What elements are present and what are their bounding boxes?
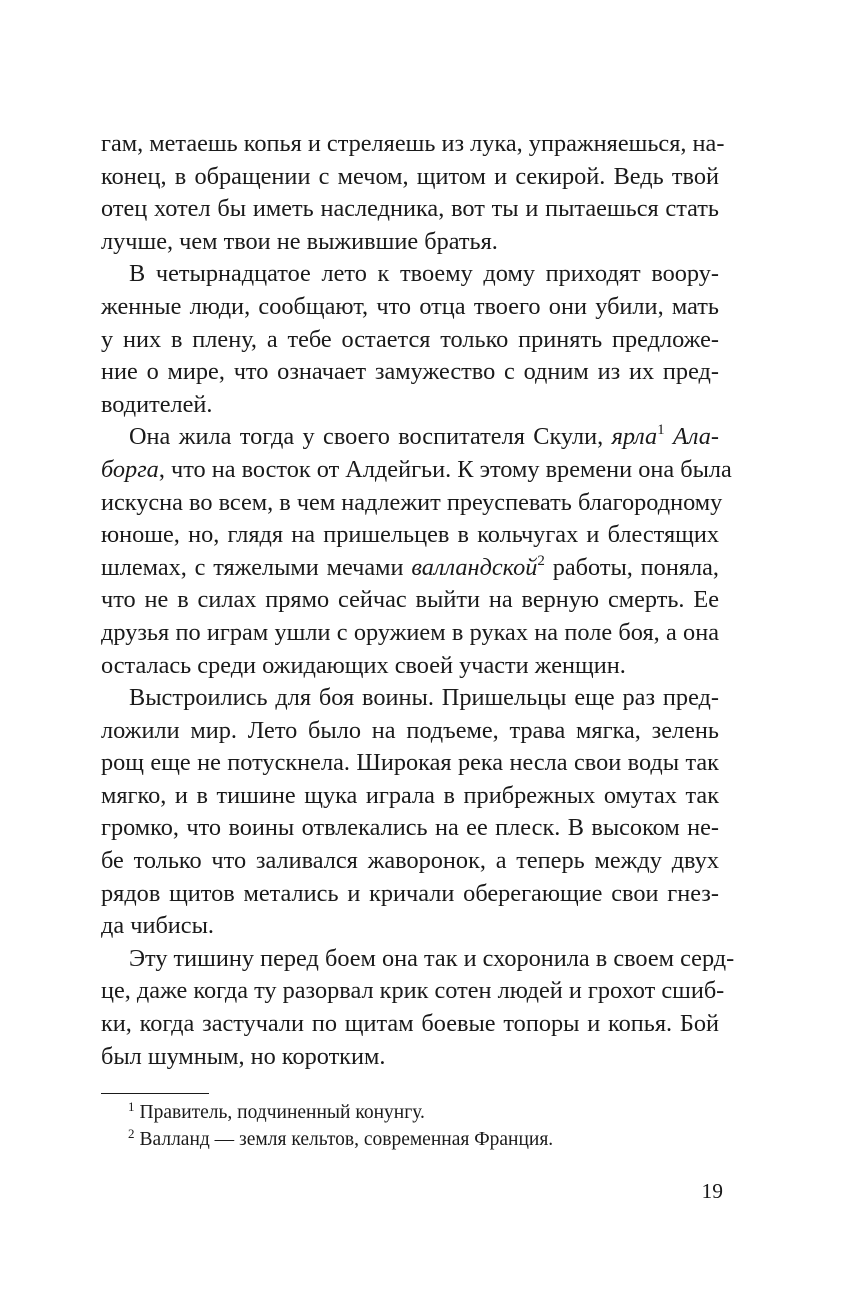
page-number: 19 [701,1179,723,1203]
italic-term: валландской [411,553,538,581]
text-line: женные люди, сообщают, что отца твоего они убили, мать [101,292,719,320]
text-line: рядов щитов метались и кричали оберегающие свои гнез- [101,879,719,907]
text-line: отец хотел бы иметь наследника, вот ты и пытаешься стать [101,195,719,223]
footnote-mark: 1 [128,1098,135,1114]
text-line: водителей. [101,390,213,418]
text-line [101,421,719,454]
text-line [101,552,719,585]
text-line: лучше, чем твои не выжившие братья. [101,227,498,255]
text-line: ки, когда застучали по щитам боевые топоры и копья. Бой [101,1010,719,1038]
text-line [101,454,732,487]
text-run: работы, поняла, [544,553,719,581]
main-text [101,128,735,1073]
text-run: , что на восток от Алдейгьи. К этому времени она была [158,455,732,483]
text-run: Она жила тогда у своего воспитателя Скули, [129,423,612,451]
text-line: громко, что воины отвлекались на ее плеск. В высоком не- [101,814,719,842]
text-line: ложили мир. Лето было на подъеме, трава мягка, зелень [101,716,719,744]
footnote [128,1126,553,1153]
text-line: бе только что заливался жаворонок, а теперь между двух [101,847,719,875]
footnote-text: Валланд — земля кельтов, современная Франция. [139,1129,554,1150]
text-run: шлемах, с тяжелыми мечами [101,553,412,581]
footnote [128,1099,553,1126]
footnote-separator [101,1093,209,1094]
text-line: друзья по играм ушли с оружием в руках на поле боя, а она [101,618,719,646]
text-line: у них в плену, а тебе остается только принять предложе- [101,325,719,353]
footnote-ref: 1 [657,422,665,439]
footnote-ref: 2 [537,552,545,569]
text-line: гам, метаешь копья и стреляешь из лука, упражняешься, на- [101,130,725,157]
text-line: Выстроились для боя воины. Пришельцы еще раз пред- [129,684,719,712]
text-line: искусна во всем, в чем надлежит преуспевать благородному [101,488,723,516]
italic-term: борга [101,455,159,483]
italic-term: ярла [611,423,658,451]
text-line: це, даже когда ту разорвал крик сотен людей и грохот сшиб- [101,977,725,1005]
text-line: ние о мире, что означает замужество с одним из их пред- [101,358,719,386]
text-line: что не в силах прямо сейчас выйти на верную смерть. Ее [101,586,719,614]
text-line: мягко, и в тишине щука играла в прибрежных омутах так [101,781,719,809]
text-line: конец, в обращении с мечом, щитом и секирой. Ведь твой [101,162,719,190]
footnote-mark: 2 [128,1125,135,1141]
text-line: был шумным, но коротким. [101,1042,386,1070]
text-line: рощ еще не потускнела. Широкая река несла свои воды так [101,749,719,777]
footnotes [128,1099,553,1153]
text-line: осталась среди ожидающих своей участи женщин. [101,651,626,679]
text-line: В четырнадцатое лето к твоему дому приходят воору- [129,260,719,288]
footnote-text: Правитель, подчиненный конунгу. [139,1102,425,1123]
text-line: Эту тишину перед боем она так и схоронила в своем серд- [129,944,735,972]
text-line: да чибисы. [101,912,214,940]
text-line: юноше, но, глядя на пришельцев в кольчугах и блестящих [101,521,719,549]
italic-term: Ала- [664,423,719,451]
